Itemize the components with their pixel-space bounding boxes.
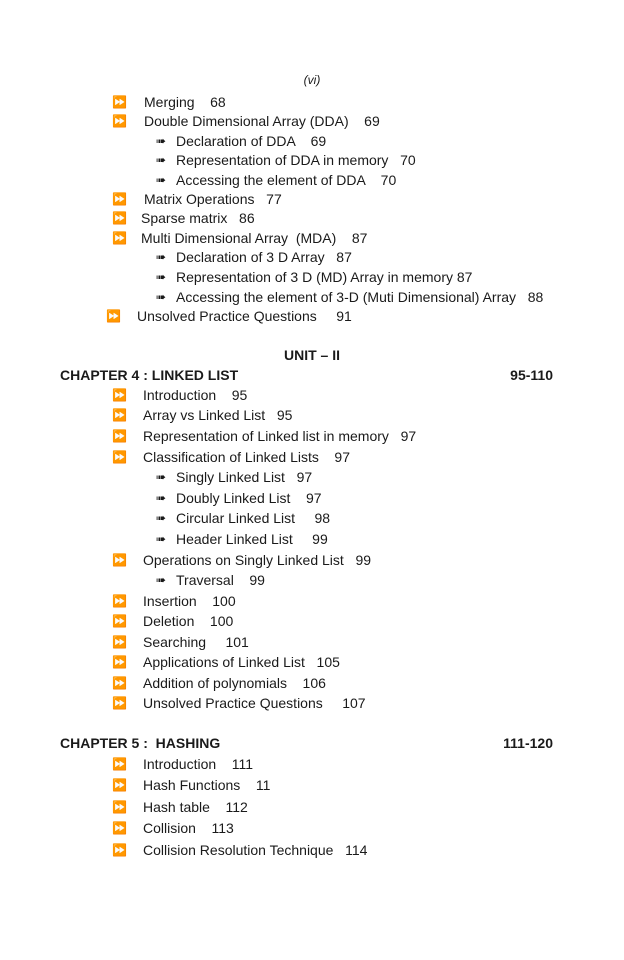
- toc-entry: Sparse matrix 86: [141, 210, 255, 226]
- arrow-icon: ➠: [156, 173, 167, 187]
- arrow-icon: ➠: [156, 270, 167, 284]
- chapter-page-range: 111-120: [503, 735, 553, 751]
- toc-entry: Operations on Singly Linked List 99: [143, 552, 372, 568]
- double-arrow-icon: ⏩: [112, 821, 127, 835]
- chapter-title: CHAPTER 5 : HASHING: [60, 735, 221, 751]
- arrow-icon: ➠: [156, 134, 167, 148]
- page-number: (vi): [303, 73, 321, 87]
- arrow-icon: ➠: [156, 573, 167, 587]
- arrow-icon: ➠: [156, 511, 167, 525]
- toc-entry: Classification of Linked Lists 97: [143, 449, 350, 465]
- toc-entry: Merging 68: [144, 94, 226, 110]
- toc-entry: Double Dimensional Array (DDA) 69: [144, 113, 380, 129]
- arrow-icon: ➠: [156, 290, 167, 304]
- toc-subentry: Accessing the element of 3-D (Muti Dimensional) Array 88: [176, 289, 544, 305]
- double-arrow-icon: ⏩: [106, 309, 121, 323]
- toc-entry: Matrix Operations 77: [144, 191, 282, 207]
- toc-subentry: Representation of 3 D (MD) Array in memory 87: [176, 269, 473, 285]
- double-arrow-icon: ⏩: [112, 192, 127, 206]
- toc-entry: Addition of polynomials 106: [143, 675, 326, 691]
- toc-entry: Unsolved Practice Questions 107: [143, 695, 366, 711]
- toc-entry: Collision 113: [143, 820, 234, 836]
- toc-entry: Unsolved Practice Questions 91: [137, 308, 352, 324]
- double-arrow-icon: ⏩: [112, 450, 127, 464]
- double-arrow-icon: ⏩: [112, 594, 127, 608]
- double-arrow-icon: ⏩: [112, 231, 127, 245]
- toc-entry: Insertion 100: [143, 593, 236, 609]
- double-arrow-icon: ⏩: [112, 95, 127, 109]
- double-arrow-icon: ⏩: [112, 676, 127, 690]
- toc-subentry: Header Linked List 99: [176, 531, 328, 547]
- double-arrow-icon: ⏩: [112, 388, 127, 402]
- unit-heading: UNIT – II: [283, 347, 340, 363]
- toc-entry: Collision Resolution Technique 114: [143, 842, 368, 858]
- double-arrow-icon: ⏩: [112, 553, 127, 567]
- toc-subentry: Traversal 99: [176, 572, 265, 588]
- double-arrow-icon: ⏩: [112, 655, 127, 669]
- toc-entry: Multi Dimensional Array (MDA) 87: [141, 230, 368, 246]
- toc-subentry: Declaration of 3 D Array 87: [176, 249, 352, 265]
- toc-entry: Representation of Linked list in memory 97: [143, 428, 417, 444]
- arrow-icon: ➠: [156, 250, 167, 264]
- double-arrow-icon: ⏩: [112, 843, 127, 857]
- toc-entry: Searching 101: [143, 634, 249, 650]
- toc-subentry: Representation of DDA in memory 70: [176, 152, 416, 168]
- toc-entry: Introduction 111: [143, 756, 253, 772]
- toc-subentry: Circular Linked List 98: [176, 510, 331, 526]
- double-arrow-icon: ⏩: [112, 614, 127, 628]
- arrow-icon: ➠: [156, 532, 167, 546]
- toc-entry: Hash Functions 11: [143, 777, 271, 793]
- arrow-icon: ➠: [156, 491, 167, 505]
- double-arrow-icon: ⏩: [112, 114, 127, 128]
- chapter-page-range: 95-110: [510, 367, 553, 383]
- arrow-icon: ➠: [156, 153, 167, 167]
- double-arrow-icon: ⏩: [112, 429, 127, 443]
- toc-entry: Introduction 95: [143, 387, 248, 403]
- toc-entry: Hash table 112: [143, 799, 248, 815]
- double-arrow-icon: ⏩: [112, 800, 127, 814]
- double-arrow-icon: ⏩: [112, 757, 127, 771]
- toc-subentry: Singly Linked List 97: [176, 469, 313, 485]
- double-arrow-icon: ⏩: [112, 696, 127, 710]
- arrow-icon: ➠: [156, 470, 167, 484]
- toc-entry: Applications of Linked List 105: [143, 654, 340, 670]
- chapter-title: CHAPTER 4 : LINKED LIST: [60, 367, 239, 383]
- toc-subentry: Accessing the element of DDA 70: [176, 172, 397, 188]
- toc-subentry: Declaration of DDA 69: [176, 133, 327, 149]
- double-arrow-icon: ⏩: [112, 778, 127, 792]
- toc-subentry: Doubly Linked List 97: [176, 490, 322, 506]
- double-arrow-icon: ⏩: [112, 211, 127, 225]
- toc-entry: Deletion 100: [143, 613, 234, 629]
- double-arrow-icon: ⏩: [112, 408, 127, 422]
- toc-entry: Array vs Linked List 95: [143, 407, 293, 423]
- double-arrow-icon: ⏩: [112, 635, 127, 649]
